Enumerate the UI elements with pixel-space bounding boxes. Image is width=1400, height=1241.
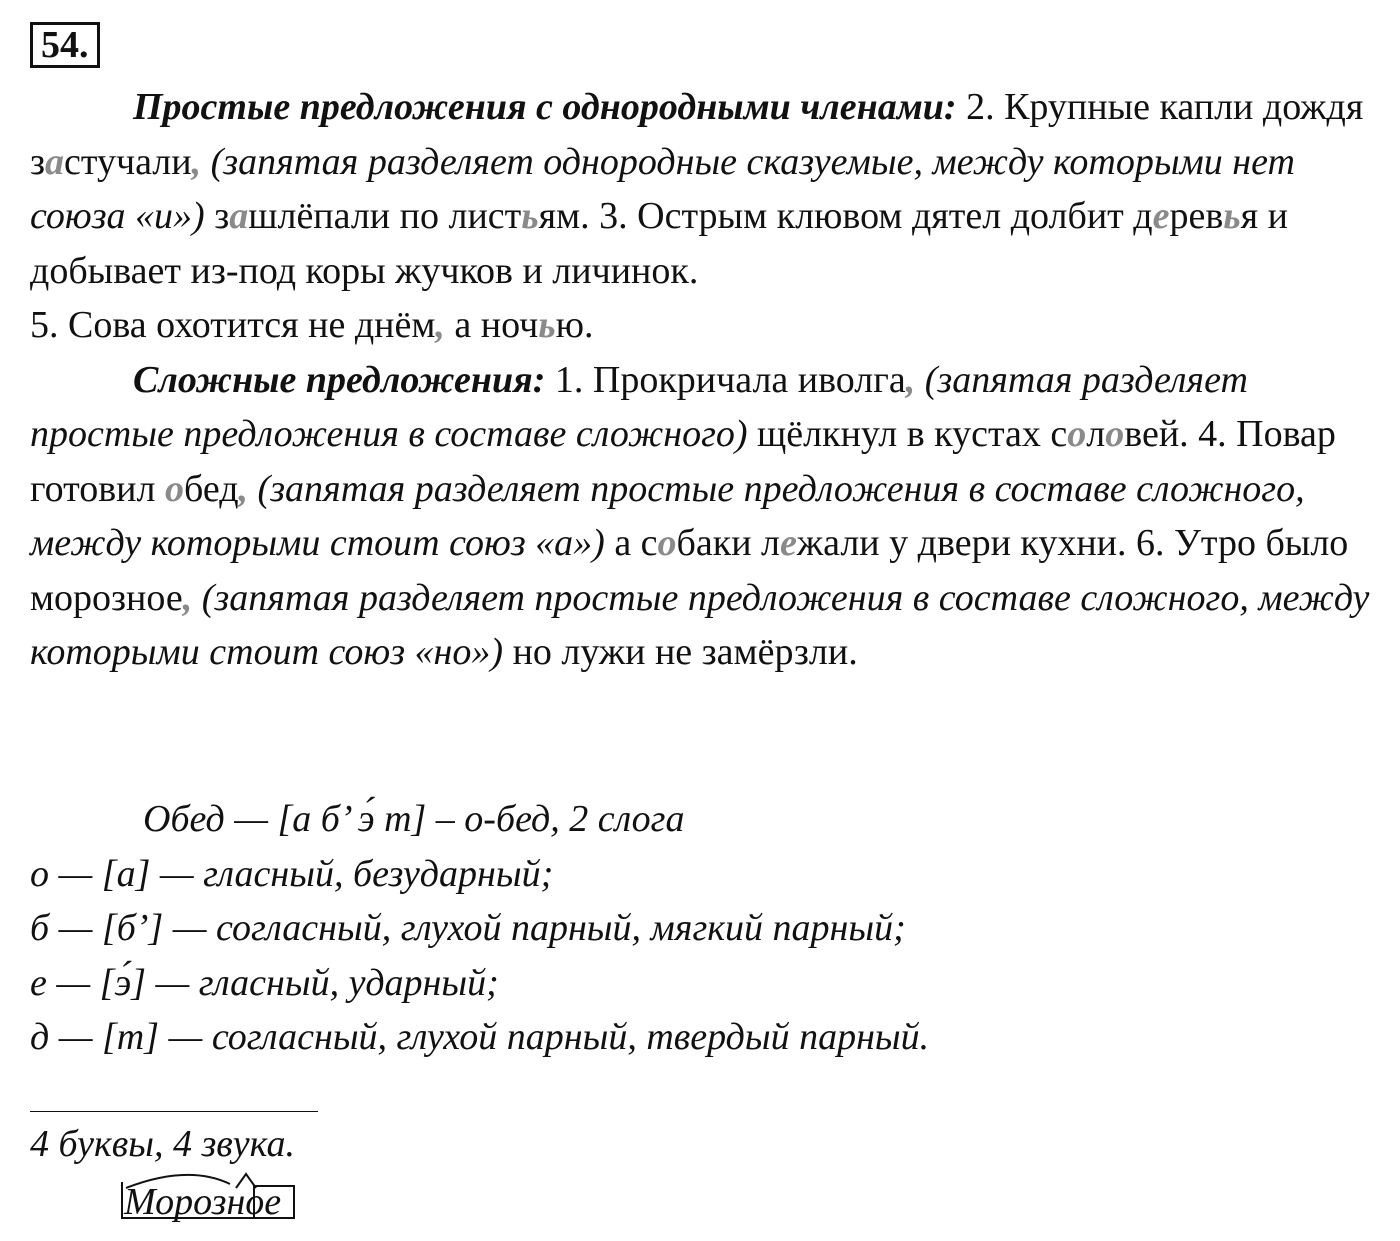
text-fragment: л [1086,413,1106,455]
phonetic-line: е — [э́] — гласный, ударный; [30,961,499,1004]
highlighted-letter: о [1105,413,1125,455]
section-heading: Сложные предложения: [133,358,546,401]
morpheme-analysis [118,1168,308,1228]
text-fragment: рев [1169,195,1224,237]
text-fragment: з [204,195,230,237]
morpheme-word: Морозное [124,1181,282,1223]
paragraph-sentence-5 [30,298,1380,353]
punctuation-note: (запятая разделяет однородные сказуемые, между которыми нет союза «и») [30,140,1295,237]
exercise-number: 54. [30,22,100,68]
highlighted-letter: о [657,522,677,564]
highlighted-letter: е [780,522,797,564]
punctuation-note: (запятая разделяет простые предложения в составе сложного, между которыми стоит союз «а») [30,467,1305,564]
highlighted-letter: о [165,467,184,510]
footer-note: 4 буквы, 4 звука. [30,1123,295,1165]
text-fragment: щёлкнул в кустах с [747,413,1068,455]
phonetic-line: д — [т] — согласный, глухой парный, твердый парный. [30,1016,930,1058]
highlighted-letter: а [229,195,249,237]
text-fragment: я и добывает из-под коры жучков и личинок. [30,195,1288,292]
root-arc-icon [126,1175,230,1188]
text-fragment: а с [604,522,658,564]
highlighted-letter: е [1152,195,1170,237]
section-heading: Простые предложения с однородными членами: [133,86,957,128]
footer-divider [30,1111,318,1112]
exercise-text [30,80,1380,680]
highlighted-comma: , [191,140,202,183]
base-bracket-icon [122,1182,254,1218]
highlighted-comma: , [435,304,445,346]
morpheme-marks-icon [118,1168,308,1228]
highlighted-letter: ь [1223,195,1241,237]
highlighted-letter: ь [538,304,556,346]
highlighted-letter: о [1067,413,1087,455]
text-fragment: баки л [676,522,781,564]
punctuation-note: (запятая разделяет простые предложения в составе сложного) [30,358,1248,455]
text-fragment: ям. 3. Острым клювом дятел долбит д [538,195,1153,237]
phonetic-line: о — [а] — гласный, безударный; [30,852,554,895]
text-fragment: вей. 4. Повар готовил [30,413,1336,510]
text-fragment: 1. Прокричала иволга [545,358,906,401]
text-fragment: стучали [64,140,192,183]
phonetic-line: б — [б’] — согласный, глухой парный, мягкий парный; [30,907,906,949]
text-fragment: бед [184,467,239,510]
text-fragment: 5. Сова охотится не днём [30,304,436,346]
text-fragment: а ноч [444,304,539,346]
text-fragment: ю. [555,304,594,346]
highlighted-comma: , [182,576,193,619]
punctuation-note: (запятая разделяет простые предложения в составе сложного, между которыми стоит союз «но») [30,576,1370,673]
highlighted-comma: , [905,358,916,401]
paragraph-complex [30,353,1380,680]
highlighted-letter: ь [521,195,539,237]
text-fragment: жали у двери кухни. 6. Утро было морозное [30,522,1349,619]
paragraph-homogeneous [30,80,1380,298]
text-fragment: но лужи не замёрзли. [503,631,858,673]
phonetic-analysis [30,792,1380,1065]
text-fragment: шлёпали по лист [248,195,522,237]
highlighted-comma: , [238,467,249,510]
ending-box-icon [254,1186,294,1218]
text-fragment: 2. Крупные капли дождя з [30,86,1364,183]
highlighted-letter: а [45,140,65,183]
phonetic-title: Обед — [а б’ э́ т] – о-бед, 2 слога [143,798,685,840]
